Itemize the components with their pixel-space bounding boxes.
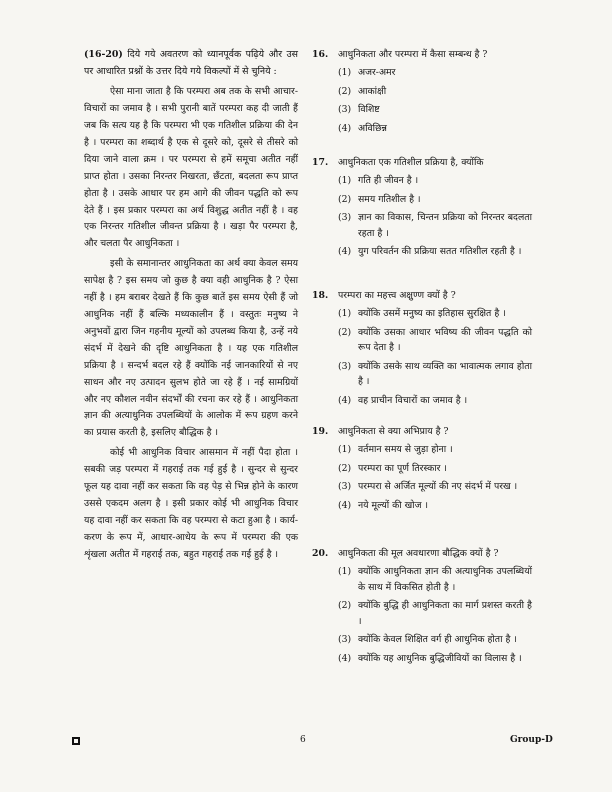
option-number: (3): [338, 481, 352, 492]
options-list: [338, 442, 532, 513]
question-text: आधुनिकता की मूल अवधारणा बौद्धिक क्यों है ?: [338, 548, 499, 559]
option: [338, 173, 532, 189]
option: [338, 84, 532, 100]
group-label: Group-D: [510, 735, 553, 745]
option-text: अविछिन्न: [358, 122, 387, 134]
option: [338, 325, 532, 356]
option-number: (4): [338, 652, 352, 664]
options-list: [338, 65, 532, 136]
passage-instructions: [84, 47, 298, 80]
option-text: गति ही जीवन है ।: [358, 175, 419, 186]
option: [338, 121, 532, 137]
option-text: युग परिवर्तन की प्रक्रिया सतत गतिशील रहती है ।: [358, 246, 522, 257]
option-number: (3): [338, 212, 352, 223]
option-number: (1): [338, 308, 352, 319]
option: [338, 192, 532, 208]
question-range: (16-20): [84, 49, 123, 60]
option-number: (3): [338, 634, 352, 645]
question-number: 19.: [312, 426, 329, 437]
options-list: [338, 173, 532, 260]
option: [338, 210, 532, 241]
option: [338, 65, 532, 81]
option-text: क्योंकि उसमें मनुष्य का इतिहास सुरक्षित है ।: [358, 308, 506, 319]
option: [338, 651, 532, 667]
question-number: 16.: [312, 49, 329, 60]
question-text: आधुनिकता से क्या अभिप्राय है ?: [338, 426, 449, 437]
options-list: [338, 306, 532, 408]
option: [338, 102, 532, 118]
option-number: (2): [338, 85, 352, 97]
option-text: वर्तमान समय से जुड़ा होना ।: [358, 444, 453, 455]
passage-paragraph-2: इसी के समानान्तर आधुनिकता का अर्थ क्या केवल समय सापेक्ष है ? इस समय जो कुछ है क्या वही आधुनिक है ? ऐसा नहीं है । हम बराबर देखते हैं कि कुछ बातें इस समय ऐसी हैं जो आधुनिक नहीं हैं बल्कि मध्यकालीन हैं । वस्तुतः मनुष्य ने अनुभवों द्वारा जिन गहनीय मूल्यों को उपलब्ध किया है, उन्हें नये संदर्भ में देखने की दृष्टि आधुनिकता है । यह एक गतिशील प्रक्रिया है । सन्दर्भ बदल रहे हैं क्योंकि नई जानकारियों से नए साधन और नए उत्पादन सुलभ होते जा रहे हैं । नई सामग्रियों और नए कौशल नवीन संदर्भों की रचना कर रहे हैं । आधुनिकता ज्ञान की अत्याधुनिक उपलब्धियों के आलोक में रूप ग्रहण करने का प्रयास करती है, इसलिए बौद्धिक है ।: [84, 258, 298, 439]
passage-paragraph-1: ऐसा माना जाता है कि परम्परा अब तक के सभी आचार-विचारों का जमाव है । सभी पुरानी बातें परम्परा कह दी जाती हैं जब कि सत्य यह है कि परम्परा भी एक गतिशील प्रक्रिया की देन है । परम्परा का शब्दार्थ है एक से दूसरे को, दूसरे से तीसरे को दिया जाने वाला क्रम । पर परम्परा से हमें समूचा अतीत नहीं प्राप्त होता । उसका निरन्तर निखरता, छँटता, बदलता रूप प्राप्त होता है । उसके आधार पर हम आगे की जीवन पद्धति को रूप देते हैं । इस प्रकार परम्परा का अर्थ विशुद्ध अतीत नहीं है । वह एक निरन्तर गतिशील जीवन्त प्रक्रिया है । खड़ा पैर परम्परा है, और चलता पैर आधुनिकता ।: [84, 86, 298, 250]
option: [338, 564, 532, 595]
option-text: वह प्राचीन विचारों का जमाव है ।: [358, 394, 468, 406]
option-number: (4): [338, 122, 352, 134]
option: [338, 359, 532, 390]
question-number: 18.: [312, 290, 329, 301]
question-18: [312, 288, 532, 408]
option-number: (2): [338, 326, 352, 338]
option-text: आकांक्षी: [358, 85, 387, 97]
option-number: (1): [338, 175, 352, 186]
question-number: 20.: [312, 548, 329, 559]
option-number: (4): [338, 499, 352, 511]
question-number: 17.: [312, 157, 329, 168]
option: [338, 393, 532, 409]
option: [338, 442, 532, 458]
passage-column: [84, 47, 298, 567]
option: [338, 632, 532, 648]
option-number: (4): [338, 246, 352, 257]
option-text: परम्परा का पूर्ण तिरस्कार ।: [358, 462, 447, 474]
square-marker-icon: [72, 737, 80, 745]
option: [338, 244, 532, 260]
option: [338, 461, 532, 477]
option-text: विशिष्ट: [358, 104, 380, 115]
question-19: [312, 424, 532, 513]
option: [338, 479, 532, 495]
option-text: ज्ञान का विकास, चिन्तन प्रक्रिया को निरन्तर बदलता रहता है ।: [358, 212, 532, 239]
option-text: क्योंकि केवल शिक्षित वर्ग ही आधुनिक होता है ।: [358, 634, 517, 645]
option: [338, 598, 532, 629]
page-number: 6: [300, 735, 306, 745]
option-number: (1): [338, 566, 352, 577]
option-number: (2): [338, 462, 352, 474]
option-text: समय गतिशील है ।: [358, 193, 421, 205]
instructions-text: दिये गये अवतरण को ध्यानपूर्वक पढ़िये और उस पर आधारित प्रश्नों के उत्तर दिये गये विकल्पों में से चुनिये :: [84, 49, 298, 77]
question-text: आधुनिकता और परम्परा में कैसा सम्बन्ध है ?: [338, 49, 488, 60]
option-text: क्योंकि आधुनिकता ज्ञान की अत्याधुनिक उपलब्धियों के साथ में विकसित होती है ।: [358, 566, 532, 593]
option-number: (2): [338, 600, 352, 611]
option-number: (3): [338, 104, 352, 115]
option-text: क्योंकि यह आधुनिक बुद्धिजीवियों का विलास है ।: [358, 652, 522, 664]
option-number: (2): [338, 193, 352, 205]
option: [338, 498, 532, 514]
option-text: क्योंकि बुद्धि ही आधुनिकता का मार्ग प्रशस्त करती है ।: [358, 600, 532, 627]
question-text: परम्परा का महत्त्व अक्षुण्ण क्यों है ?: [338, 290, 456, 301]
option-text: अजर-अमर: [358, 67, 396, 78]
option-text: क्योंकि उसका आधार भविष्य की जीवन पद्धति को रूप देता है ।: [358, 326, 532, 353]
option-number: (1): [338, 444, 352, 455]
option-number: (1): [338, 67, 352, 78]
passage-paragraph-3: कोई भी आधुनिक विचार आसमान में नहीं पैदा होता । सबकी जड़ परम्परा में गहराई तक गई हुई है । सुन्दर से सुन्दर फूल यह दावा नहीं कर सकता कि वह पेड़ से भिन्न होने के कारण उससे एकदम अलग है । इसी प्रकार कोई भी आधुनिक विचार यह दावा नहीं कर सकता कि वह परम्परा से कटा हुआ है । कार्य-करण के रूप में, आधार-आधेय के रूप में परम्परा की एक शृंखला अतीत में गहराई तक, बहुत गहराई तक गई हुई है ।: [84, 447, 298, 560]
option-text: परम्परा से अर्जित मूल्यों की नए संदर्भ में परख ।: [358, 481, 518, 492]
options-list: [338, 564, 532, 666]
option-number: (4): [338, 394, 352, 406]
question-16: [312, 47, 532, 136]
option-text: नये मूल्यों की खोज ।: [358, 499, 428, 511]
option: [338, 306, 532, 322]
question-20: [312, 546, 532, 666]
option-text: क्योंकि उसके साथ व्यक्ति का भावात्मक लगाव होता है ।: [358, 360, 532, 387]
question-17: [312, 155, 532, 260]
option-number: (3): [338, 360, 352, 372]
question-text: आधुनिकता एक गतिशील प्रक्रिया है, क्योंकि: [338, 157, 484, 168]
